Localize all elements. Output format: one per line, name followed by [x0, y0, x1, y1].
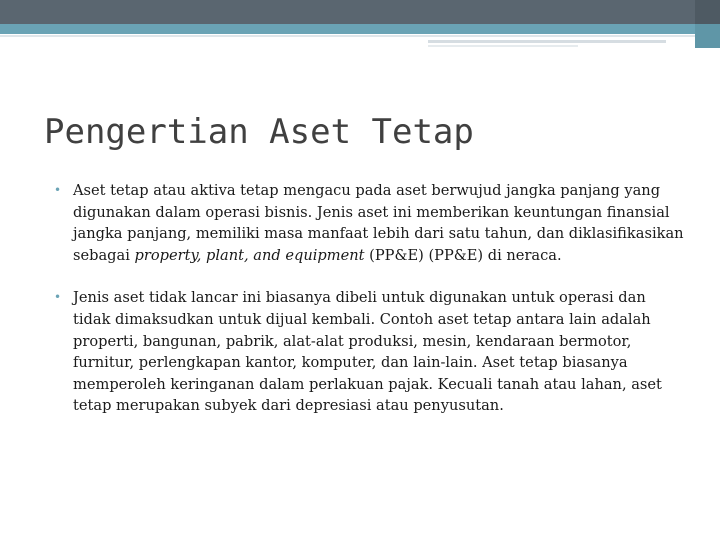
header-divider-line — [0, 35, 720, 37]
header-bar — [0, 0, 720, 24]
bullet-text: Aset tetap atau aktiva tetap mengacu pada aset berwujud jangka panjang yang digunakan dalam operasi bisnis. Jenis aset ini memberikan keuntungan finansial jangka panjang, memiliki masa manfaat lebih dari satu tahun, dan diklasifikasikan sebagai — [73, 182, 684, 264]
bullet-item — [54, 287, 684, 417]
slide-title: Pengertian Aset Tetap — [44, 112, 474, 152]
corner-tab-accent — [695, 24, 720, 48]
header-accent-stripe — [0, 24, 720, 34]
bullet-icon: • — [54, 290, 62, 305]
bullet-italic-term: property, plant, and equipment — [134, 246, 365, 264]
bullet-icon: • — [54, 183, 62, 197]
bullet-text: Jenis aset tidak lancar ini biasanya dibeli untuk digunakan untuk operasi dan tidak dimaksudkan untuk dijual kembali. Contoh aset tetap antara lain adalah properti, bangunan, pabrik, alat-alat produksi, mesin, kendaraan bermotor, furnitur, perlengkapan kantor, komputer, dan lain-lain. Aset tetap biasanya memperoleh keringanan dalam perlakuan pajak. Kecuali tanah atau lahan, aset tetap merupakan subyek dari depresiasi atau penyusutan. — [73, 289, 662, 415]
bullet-item — [54, 180, 684, 266]
header-decor-line-short — [428, 45, 578, 47]
header-decor-line — [428, 40, 666, 43]
bullet-text-end: (PP&E) (PP&E) di neraca. — [364, 246, 562, 264]
bullet-list — [54, 180, 684, 417]
